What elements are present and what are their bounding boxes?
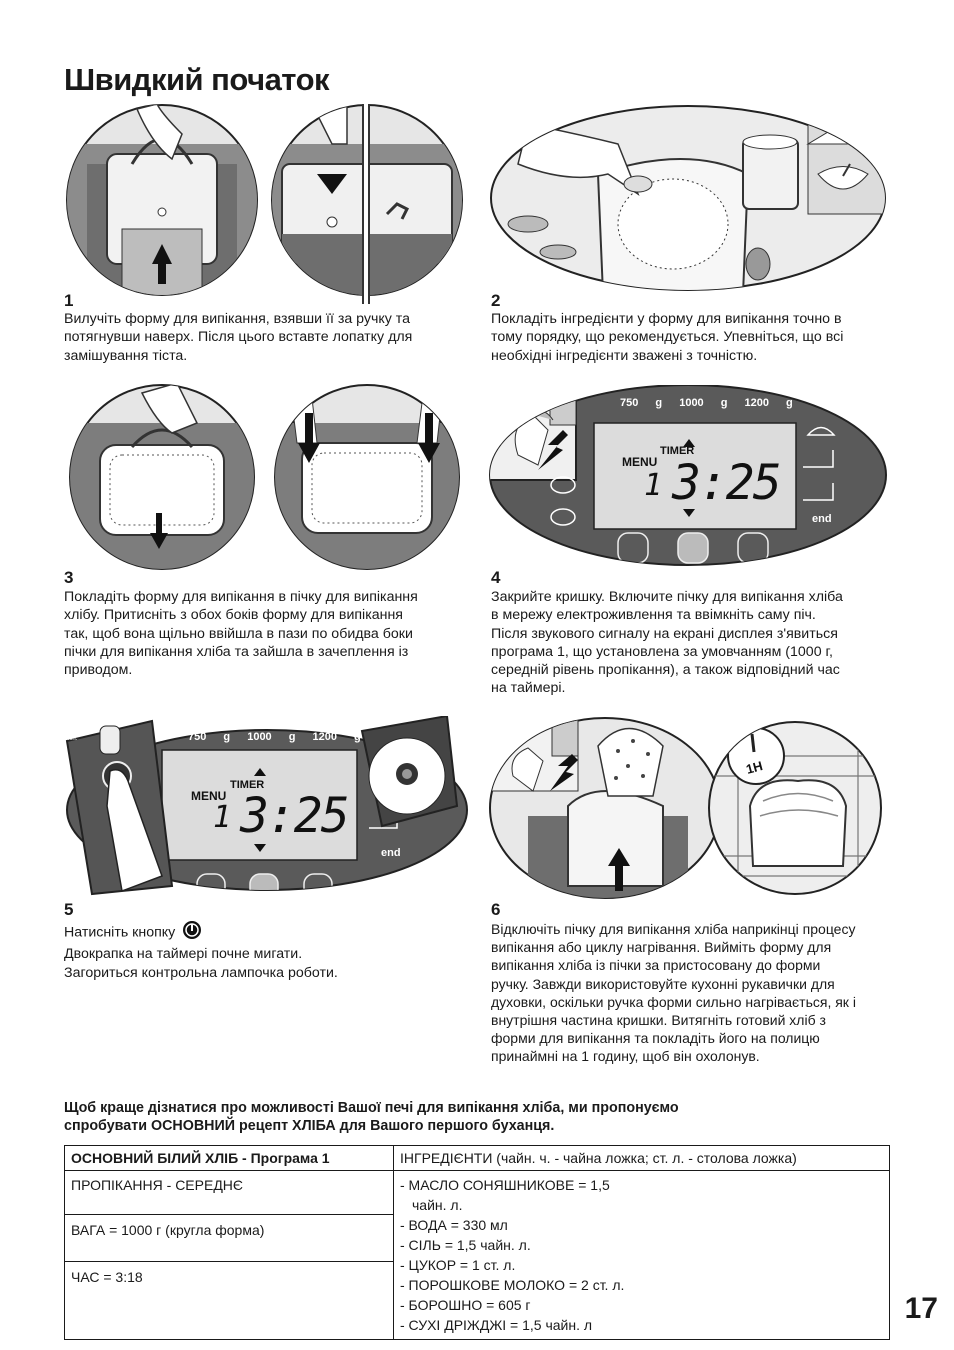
step4-time: 3:25 <box>672 455 780 511</box>
step-3-number: 3 <box>64 568 74 587</box>
step3-illustration <box>62 383 472 573</box>
power-button-icon <box>182 920 202 945</box>
step-6-text: Відключіть пічку для випікання хліба наприкінці процесу випікання або циклу нагрівання. Вийміть форму для випікання хліба із пічки за пристосовану до форми ручку. Завжди використовуйте кухонні рукавички для духовки, оскільки ручка форми сильно нагрівається, як і внутрішня частина кришки. Витягніть готовий хліб з форми для випікання та покладіть його на полицю принаймні на 1 годину, щоб він охолонув. <box>491 921 856 1065</box>
step4-end-label: end <box>812 513 832 525</box>
ingredients-cell <box>394 1171 890 1340</box>
step2-illustration <box>488 104 888 294</box>
ingredients-header-cell: ІНГРЕДІЄНТИ (чайн. ч. - чайна ложка; ст. л. - столова ложка) <box>394 1146 890 1171</box>
step5-end-label: end <box>381 847 401 859</box>
step-1-text: Вилучіть форму для випікання, взявши її за ручку та потягнувши наверх. Після цього вставте лопатку для замішування тіста. <box>64 311 413 364</box>
step4-timer-label: TIMER <box>660 445 695 457</box>
step-2-text: Покладіть інгредієнти у форму для випікання точно в тому порядку, що рекомендується. Упевніться, що всі необхідні інгредієнти зважені з точністю. <box>491 311 844 364</box>
step5-weights: 750 g 1000 g 1200 g <box>188 731 361 743</box>
step5-menu-label: MENU <box>191 789 227 803</box>
page-title: Швидкий початок <box>64 62 330 97</box>
step-5-number: 5 <box>64 900 74 919</box>
page-number: 17 <box>904 1292 938 1325</box>
step6-one-hour-label: 1H <box>744 758 765 777</box>
recipe-table <box>64 1145 890 1340</box>
ingredients-column-2: - ПОРОШКОВЕ МОЛОКО = 2 ст. л. - БОРОШНО = 605 г - СУХІ ДРІЖДЖІ = 1,5 чайн. л <box>400 1277 625 1333</box>
step-1-number: 1 <box>64 291 74 310</box>
step5-timer-label: TIMER <box>230 779 265 791</box>
ingredients-column-1: - МАСЛО СОНЯШНИКОВЕ = 1,5 чайн. л. - ВОДА = 330 мл - СІЛЬ = 1,5 чайн. л. - ЦУКОР = 1 ст. л. <box>400 1177 610 1273</box>
recipe-row-time: ЧАС = 3:18 <box>65 1262 394 1340</box>
recipe-row-baking: ПРОПІКАННЯ - СЕРЕДНЄ <box>65 1171 394 1215</box>
step-6-number: 6 <box>491 900 501 919</box>
step4-weights: 750 g 1000 g 1200 g <box>620 397 793 409</box>
recipe-intro: Щоб краще дізнатися про можливості Вашої печі для випікання хліба, ми пропонуємо спробувати ОСНОВНИЙ рецепт ХЛІБА для Вашого першого буханця. <box>64 1100 679 1134</box>
step5-time: 3:25 <box>240 788 348 844</box>
recipe-title-cell: ОСНОВНИЙ БІЛИЙ ХЛІБ - Програма 1 <box>65 1146 394 1171</box>
step-2-number: 2 <box>491 291 501 310</box>
recipe-row-weight: ВАГА = 1000 г (кругла форма) <box>65 1215 394 1262</box>
step-4-number: 4 <box>491 568 501 587</box>
step5-program: 1 <box>213 800 232 835</box>
step4-menu-label: MENU <box>622 455 658 469</box>
step-4-text: Закрийте кришку. Включите пічку для випікання хліба в мережу електроживлення та ввімкніть саму піч. Після звукового сигналу на екрані дисплея з'явиться програма 1, що установлена за умовчанням (1000 г, середній рівень пропікання), а також відповідний час на таймері. <box>491 589 843 697</box>
step5-min-label: min. <box>66 736 78 742</box>
step4-program: 1 <box>644 468 663 503</box>
step-5-text: Натисніть кнопку Двокрапка на таймері почне мигати. Загориться контрольна лампочка роботи. <box>64 920 464 982</box>
step1-illustration <box>62 104 472 304</box>
step-3-text: Покладіть форму для випікання в пічку для випікання хлібу. Притисніть з обох боків форму для випікання так, щоб вона щільно ввійшла в пази по обидва боки пічки для випікання хліба та зайшла в зачеплення із приводом. <box>64 589 418 679</box>
step6-illustration <box>488 716 888 901</box>
